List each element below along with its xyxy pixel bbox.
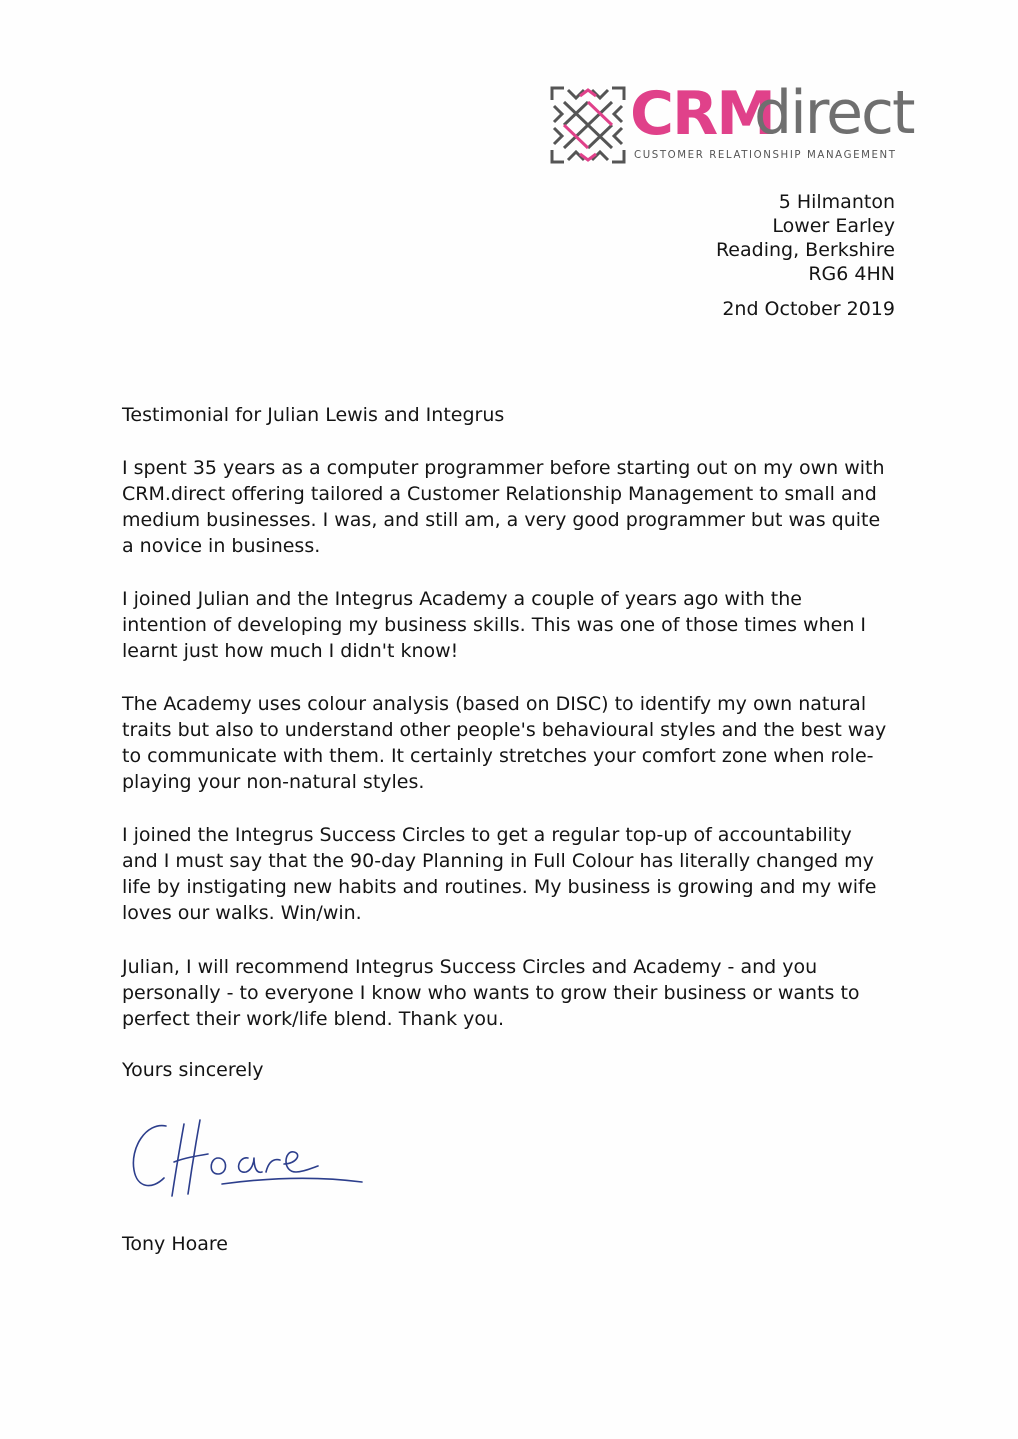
paragraph-line: The Academy uses colour analysis (based on DISC) to identify my own natural (122, 693, 867, 715)
brand-name-light: direct (754, 78, 914, 148)
letter-subject: Testimonial for Julian Lewis and Integrus (122, 404, 505, 426)
body-paragraph (122, 954, 902, 1032)
paragraph-line: medium businesses. I was, and still am, a very good programmer but was quite (122, 509, 881, 531)
paragraph-line: CRM.direct offering tailored a Customer Relationship Management to small and (122, 483, 877, 505)
paragraph-line: learnt just how much I didn't know! (122, 640, 459, 662)
address-line: 5 Hilmanton (778, 191, 895, 213)
brand-name-bold: CRM (630, 79, 774, 149)
paragraph-line: loves our walks. Win/win. (122, 902, 362, 924)
paragraph-line: to communicate with them. It certainly stretches your comfort zone when role- (122, 745, 874, 767)
company-logo (550, 78, 914, 168)
body-paragraph (122, 691, 902, 795)
address-line: Reading, Berkshire (715, 239, 895, 261)
paragraph-line: intention of developing my business skills. This was one of those times when I (122, 614, 867, 636)
signer-name: Tony Hoare (122, 1233, 228, 1255)
body-paragraph (122, 822, 902, 926)
paragraph-line: I spent 35 years as a computer programmer before starting out on my own with (122, 457, 885, 479)
brand-tagline: CUSTOMER RELATIONSHIP MANAGEMENT (634, 150, 897, 161)
paragraph-line: playing your non-natural styles. (122, 771, 425, 793)
address-line: Lower Earley (772, 215, 895, 237)
address-line: RG6 4HN (808, 263, 895, 285)
paragraph-line: life by instigating new habits and routines. My business is growing and my wife (122, 876, 877, 898)
sender-address (716, 190, 895, 286)
paragraph-line: and I must say that the 90-day Planning in Full Colour has literally changed my (122, 850, 874, 872)
letter-date: 2nd October 2019 (722, 298, 895, 320)
body-paragraph (122, 586, 902, 664)
paragraph-line: personally - to everyone I know who wants to grow their business or wants to (122, 982, 860, 1004)
letter-closing: Yours sincerely (122, 1059, 264, 1081)
paragraph-line: I joined Julian and the Integrus Academy a couple of years ago with the (122, 588, 802, 610)
body-paragraph (122, 455, 902, 559)
paragraph-line: a novice in business. (122, 535, 321, 557)
paragraph-line: Julian, I will recommend Integrus Success Circles and Academy - and you (122, 956, 818, 978)
paragraph-line: I joined the Integrus Success Circles to get a regular top-up of accountability (122, 824, 852, 846)
paragraph-line: perfect their work/life blend. Thank you. (122, 1008, 505, 1030)
crosshatch-arrows-icon (550, 86, 626, 164)
paragraph-line: traits but also to understand other people's behavioural styles and the best way (122, 719, 887, 741)
handwritten-signature (126, 1118, 376, 1208)
